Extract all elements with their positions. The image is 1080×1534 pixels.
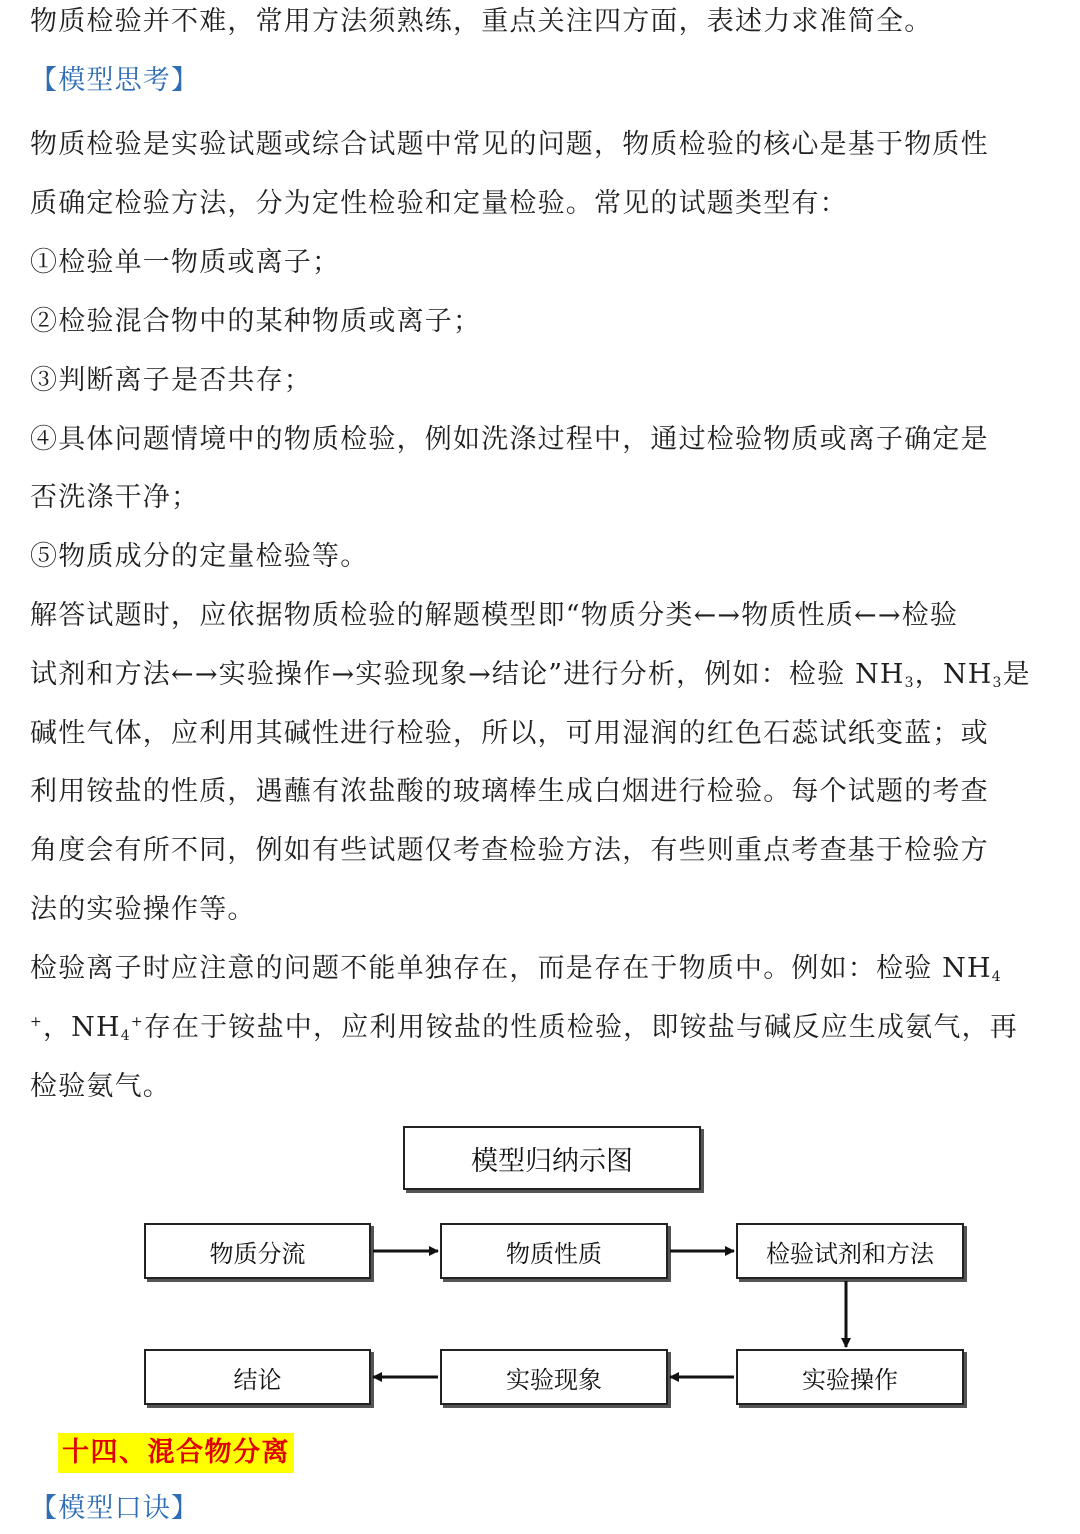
flow-box-substance-property: 物质性质 xyxy=(440,1223,668,1279)
diagram-title-box: 模型归纳示图 xyxy=(403,1126,701,1190)
subscript-3: 3 xyxy=(992,675,1003,691)
flow-box-substance-classification: 物质分流 xyxy=(144,1223,371,1279)
flow-box-reagent-method: 检验试剂和方法 xyxy=(736,1223,964,1279)
paragraph-line: 质确定检验方法，分为定性检验和定量检验。常见的试题类型有： xyxy=(30,188,848,219)
paragraph-line: 解答试题时，应依据物质检验的解题模型即“物质分类←→物质性质←→检验 xyxy=(30,600,959,631)
paragraph-text: 检验离子时应注意的问题不能单独存在，而是存在于物质中。例如：检验 NH xyxy=(30,953,992,984)
superscript-plus: + xyxy=(130,1014,144,1030)
superscript-plus: + xyxy=(30,1014,43,1030)
paragraph-text: 存在于铵盐中，应利用铵盐的性质检验，即铵盐与碱反应生成氨气，再 xyxy=(143,1012,1018,1043)
paragraph-line: 利用铵盐的性质，遇蘸有浓盐酸的玻璃棒生成白烟进行检验。每个试题的考查 xyxy=(30,776,989,807)
list-item: ③判断离子是否共存； xyxy=(30,365,312,396)
paragraph-line: 角度会有所不同，例如有些试题仅考查检验方法，有些则重点考查基于检验方 xyxy=(30,835,989,866)
subscript-4: 4 xyxy=(991,969,1002,985)
subscript-4: 4 xyxy=(120,1028,131,1044)
paragraph-text: 试剂和方法←→实验操作→实验现象→结论”进行分析，例如：检验 NH xyxy=(30,659,905,690)
list-item: ①检验单一物质或离子； xyxy=(30,247,341,278)
section-heading-mixture-separation: 十四、混合物分离 xyxy=(58,1433,294,1473)
formula-nh: NH xyxy=(942,659,993,690)
paragraph-text: ，NH xyxy=(42,1012,121,1043)
paragraph-line: 物质检验是实验试题或综合试题中常见的问题，物质检验的核心是基于物质性 xyxy=(30,129,989,160)
list-item-continued: 否洗涤干净； xyxy=(30,482,200,513)
paragraph-line: 检验氨气。 xyxy=(30,1071,171,1102)
paragraph-line: 法的实验操作等。 xyxy=(30,894,256,925)
list-item: ②检验混合物中的某种物质或离子； xyxy=(30,306,482,337)
flow-box-operation: 实验操作 xyxy=(736,1349,964,1405)
intro-line: 物质检验并不难，常用方法须熟练，重点关注四方面，表述力求准简全。 xyxy=(30,6,933,37)
heading-model-mnemonic: 【模型口诀】 xyxy=(30,1493,200,1524)
heading-model-thinking: 【模型思考】 xyxy=(30,65,200,96)
flow-box-conclusion: 结论 xyxy=(144,1349,371,1405)
list-item: ⑤物质成分的定量检验等。 xyxy=(30,541,369,572)
comma: ， xyxy=(914,659,943,690)
subscript-3: 3 xyxy=(904,675,915,691)
paragraph-line: 碱性气体，应利用其碱性进行检验，所以，可用湿润的红色石蕊试纸变蓝；或 xyxy=(30,718,989,749)
paragraph-text: 是 xyxy=(1002,659,1031,690)
list-item: ④具体问题情境中的物质检验，例如洗涤过程中，通过检验物质或离子确定是 xyxy=(30,424,989,455)
flow-box-phenomenon: 实验现象 xyxy=(440,1349,668,1405)
